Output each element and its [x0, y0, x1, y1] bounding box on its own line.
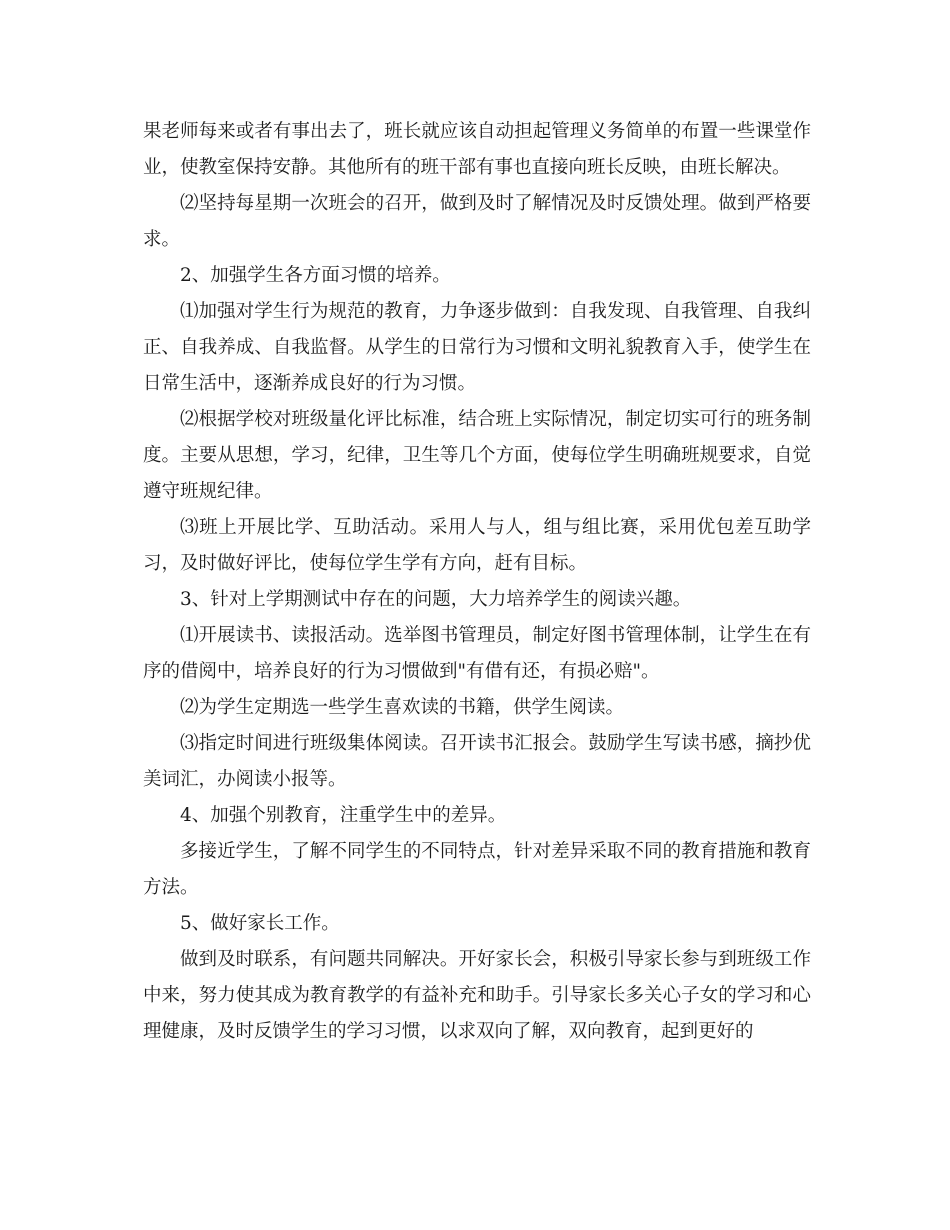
section-heading-parents: 5、做好家长工作。: [180, 913, 340, 934]
paragraph-behavior-norms: ⑴加强对学生行为规范的教育，力争逐步做到：自我发现、自我管理、自我纠正、自我养成、自我监督。从学生的日常行为习惯和文明礼貌教育入手，使学生在日常生活中，逐渐养成良好的行为习惯。: [143, 301, 811, 394]
section-heading-reading: 3、针对上学期测试中存在的问题，大力培养学生的阅读兴趣。: [180, 589, 692, 610]
paragraph-mutual-help: ⑶班上开展比学、互助活动。采用人与人，组与组比赛，采用优包差互助学习，及时做好评比，使每位学生学有方向，赶有目标。: [143, 517, 811, 574]
paragraph-collective-reading: ⑶指定时间进行班级集体阅读。召开读书汇报会。鼓励学生写读书感，摘抄优美词汇，办阅读小报等。: [143, 733, 811, 790]
paragraph-individual-education: 多接近学生，了解不同学生的不同特点，针对差异采取不同的教育措施和教育方法。: [143, 841, 811, 898]
paragraph-class-rules: ⑵根据学校对班级量化评比标准，结合班上实际情况，制定切实可行的班务制度。主要从思想，学习，纪律，卫生等几个方面，使每位学生明确班规要求，自觉遵守班规纪律。: [143, 409, 811, 502]
section-heading-habits: 2、加强学生各方面习惯的培养。: [180, 265, 451, 286]
paragraph-reading-activities: ⑴开展读书、读报活动。选举图书管理员，制定好图书管理体制，让学生在有序的借阅中，培养良好的行为习惯做到"有借有还，有损必赔"。: [143, 625, 811, 682]
document-body: [143, 114, 811, 1050]
paragraph-book-selection: ⑵为学生定期选一些学生喜欢读的书籍，供学生阅读。: [180, 697, 625, 718]
paragraph-class-meeting: ⑵坚持每星期一次班会的召开，做到及时了解情况及时反馈处理。做到严格要求。: [143, 193, 811, 250]
section-heading-individual: 4、加强个别教育，注重学生中的差异。: [180, 805, 507, 826]
paragraph-continuation: 果老师每来或者有事出去了，班长就应该自动担起管理义务简单的布置一些课堂作业，使教室保持安静。其他所有的班干部有事也直接向班长反映，由班长解决。: [143, 121, 811, 178]
paragraph-parent-work: 做到及时联系，有问题共同解决。开好家长会，积极引导家长参与到班级工作中来，努力使其成为教育教学的有益补充和助手。引导家长多关心子女的学习和心理健康，及时反馈学生的学习习惯，以求双向了解，双向教育，起到更好的: [143, 949, 811, 1042]
